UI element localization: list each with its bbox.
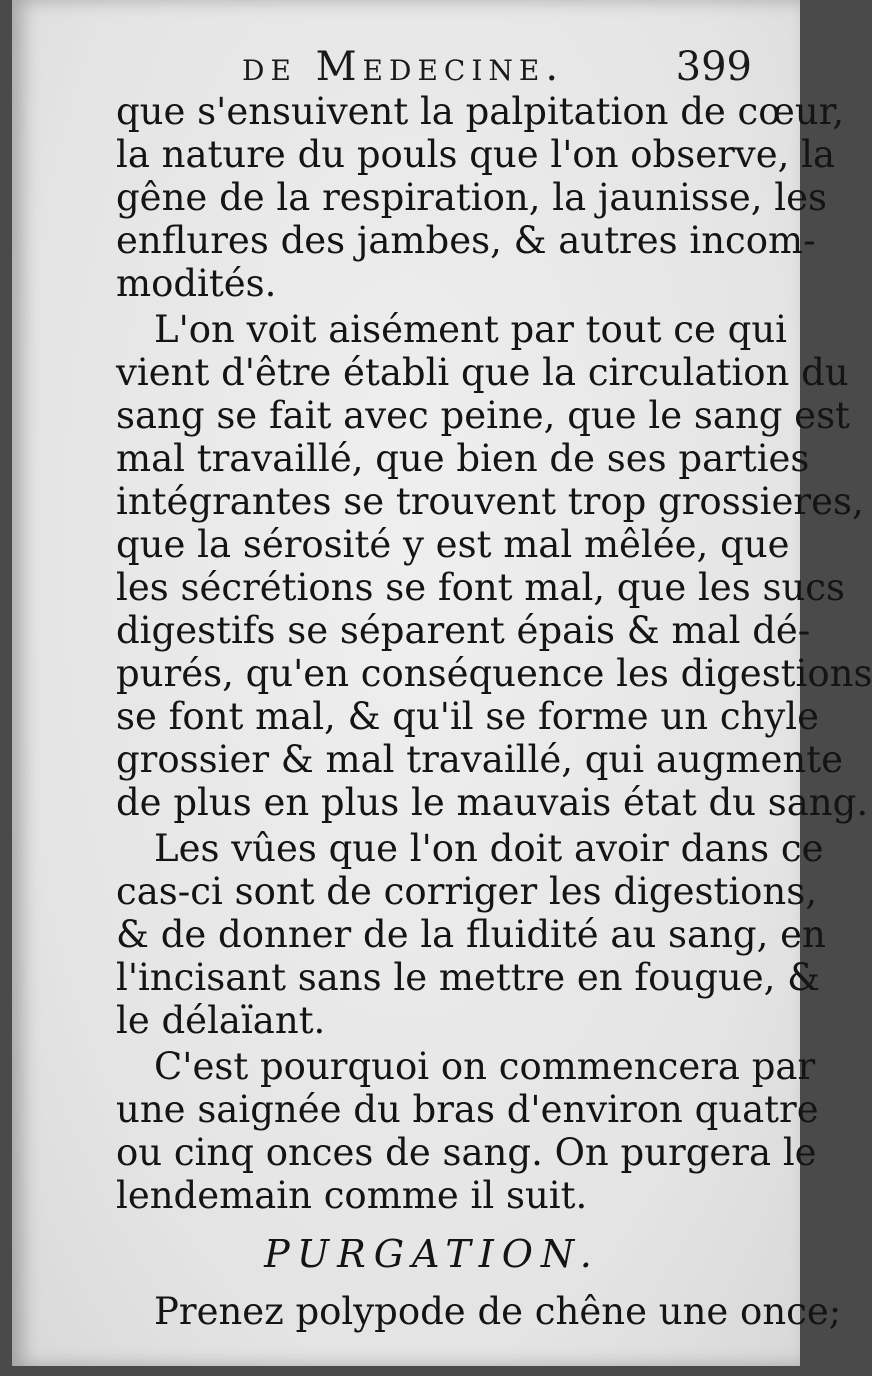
text-line: mal travaillé, que bien de ses parties [116,437,810,480]
text-line: lendemain comme il suit. [116,1174,588,1217]
text-line: L'on voit aisément par tout ce qui [154,308,787,351]
text-line: grossier & mal travaillé, qui augmente [116,738,843,781]
paragraph [116,827,826,1042]
text-line: enflures des jambes, & autres incom- [116,219,816,262]
text-line: le délaïant. [116,999,326,1042]
book-page [12,0,872,1366]
text-line: la nature du pouls que l'on observe, la [116,133,836,176]
text-line: purés, qu'en conséquence les digestions [116,652,872,695]
text-line: digestifs se séparent épais & mal dé- [116,609,811,652]
section-heading: PURGATION. [264,1232,600,1276]
paragraph [116,90,845,305]
text-line: que la sérosité y est mal mêlée, que [116,523,790,566]
paragraph [116,308,872,824]
page-body [116,90,872,1333]
running-title: de Medecine. [242,44,565,90]
text-line: & de donner de la fluidité au sang, en [116,913,826,956]
text-line: cas-ci sont de corriger les digestions, [116,870,818,913]
text-line: sang se fait avec peine, que le sang est [116,394,850,437]
text-line: C'est pourquoi on commencera par [154,1045,816,1088]
text-line: ou cinq onces de sang. On purgera le [116,1131,817,1174]
text-line: Les vûes que l'on doit avoir dans ce [154,827,824,870]
text-line: une saignée du bras d'environ quatre [116,1088,819,1131]
text-line: que s'ensuivent la palpitation de cœur, [116,90,845,133]
page-number: 399 [675,44,752,90]
text-line: modités. [116,262,277,305]
text-line: Prenez polypode de chêne une once; [154,1290,842,1333]
paragraph [116,1045,819,1217]
text-line: se font mal, & qu'il se forme un chyle [116,695,820,738]
text-line: de plus en plus le mauvais état du sang. [116,781,869,824]
text-line: intégrantes se trouvent trop grossieres, [116,480,864,523]
text-line: les sécrétions se font mal, que les sucs [116,566,845,609]
text-line: gêne de la respiration, la jaunisse, les [116,176,828,219]
text-line: vient d'être établi que la circulation du [116,351,849,394]
text-line: l'incisant sans le mettre en fougue, & [116,956,821,999]
